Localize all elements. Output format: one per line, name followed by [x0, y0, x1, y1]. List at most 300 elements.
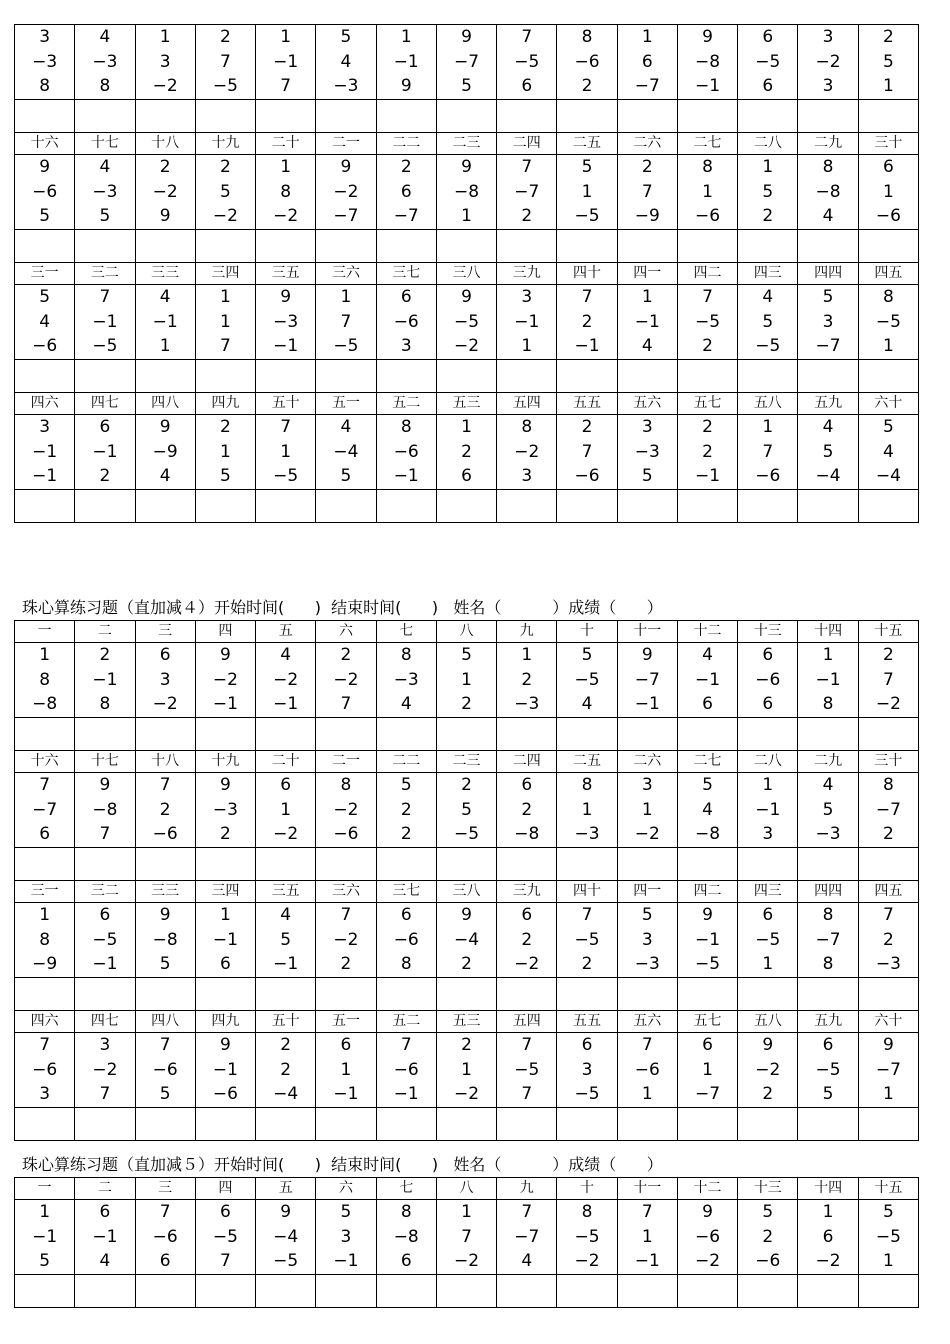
operand: 7 — [220, 336, 231, 357]
operand: 1 — [641, 1084, 653, 1105]
operand: 1 — [521, 336, 533, 357]
answer-cell[interactable] — [617, 1275, 677, 1308]
answer-cell[interactable] — [376, 718, 436, 751]
answer-cell[interactable] — [798, 100, 858, 133]
problem-cell — [677, 285, 737, 360]
operand: −2 — [152, 181, 178, 202]
answer-cell[interactable] — [436, 978, 496, 1011]
answer-cell[interactable] — [436, 230, 496, 263]
answer-cell[interactable] — [15, 1275, 75, 1308]
answer-cell[interactable] — [316, 230, 376, 263]
answer-cell[interactable] — [436, 100, 496, 133]
operand: −8 — [815, 181, 841, 202]
operand: 1 — [461, 1059, 472, 1080]
operand: 2 — [581, 76, 593, 97]
operand: −9 — [32, 954, 58, 975]
operand: −3 — [333, 76, 359, 97]
problem-number: 十八 — [135, 133, 195, 155]
answer-cell[interactable] — [497, 718, 557, 751]
answer-cell[interactable] — [557, 718, 617, 751]
answer-cell[interactable] — [798, 490, 858, 523]
problem-cell — [738, 415, 798, 490]
operand: 7 — [39, 775, 51, 796]
answer-cell[interactable] — [798, 230, 858, 263]
operand: 1 — [641, 1226, 653, 1247]
operand: 7 — [159, 775, 171, 796]
operand: 4 — [702, 645, 713, 666]
operand: 3 — [39, 1084, 51, 1105]
answer-cell[interactable] — [195, 848, 255, 881]
problem-cell — [15, 903, 75, 978]
answer-cell[interactable] — [15, 230, 75, 263]
problem-cell — [677, 155, 737, 230]
operand: 2 — [280, 1059, 292, 1080]
answer-cell[interactable] — [858, 360, 918, 393]
answer-cell[interactable] — [738, 490, 798, 523]
answer-cell[interactable] — [858, 718, 918, 751]
operand: 2 — [220, 824, 231, 845]
answer-cell[interactable] — [738, 978, 798, 1011]
operand: −6 — [574, 51, 600, 72]
answer-cell[interactable] — [798, 718, 858, 751]
answer-cell[interactable] — [75, 978, 135, 1011]
answer-cell[interactable] — [436, 718, 496, 751]
answer-cell[interactable] — [316, 848, 376, 881]
problem-number: 五二 — [376, 393, 436, 415]
answer-cell[interactable] — [497, 230, 557, 263]
operand: 9 — [280, 1202, 292, 1223]
problem-cell — [617, 643, 677, 718]
problem-number: 五 — [256, 621, 316, 643]
answer-cell[interactable] — [436, 1275, 496, 1308]
operand: 7 — [99, 824, 111, 845]
problem-number: 六 — [316, 1178, 376, 1200]
answer-cell[interactable] — [15, 978, 75, 1011]
problem-number: 十四 — [798, 1178, 858, 1200]
answer-cell[interactable] — [497, 848, 557, 881]
answer-cell[interactable] — [316, 100, 376, 133]
answer-cell[interactable] — [376, 1275, 436, 1308]
answer-cell[interactable] — [677, 848, 737, 881]
answer-cell[interactable] — [75, 848, 135, 881]
answer-cell[interactable] — [256, 1108, 316, 1141]
operand: −5 — [574, 206, 600, 227]
answer-cell[interactable] — [557, 1108, 617, 1141]
operand: 2 — [400, 799, 412, 820]
problem-cell — [436, 903, 496, 978]
answer-cell[interactable] — [135, 360, 195, 393]
answer-cell[interactable] — [316, 360, 376, 393]
answer-cell[interactable] — [617, 230, 677, 263]
operand: 7 — [280, 417, 292, 438]
answer-cell[interactable] — [557, 848, 617, 881]
operand: 4 — [762, 287, 774, 308]
operand: 2 — [159, 799, 171, 820]
problem-number: 四 — [195, 1178, 255, 1200]
answer-cell[interactable] — [617, 360, 677, 393]
operand: 9 — [340, 157, 352, 178]
operand: −5 — [212, 76, 238, 97]
problem-row — [15, 643, 919, 718]
operand: 1 — [159, 27, 171, 48]
operand: 8 — [400, 645, 412, 666]
operand: −5 — [453, 824, 480, 845]
operand: 1 — [461, 417, 472, 438]
answer-cell[interactable] — [376, 490, 436, 523]
operand: 6 — [702, 694, 713, 715]
answer-cell[interactable] — [738, 100, 798, 133]
operand: 6 — [159, 1251, 171, 1272]
answer-cell[interactable] — [858, 1275, 918, 1308]
answer-cell[interactable] — [557, 230, 617, 263]
operand: 8 — [822, 157, 834, 178]
operand: 1 — [39, 905, 51, 926]
answer-cell[interactable] — [15, 848, 75, 881]
answer-cell[interactable] — [195, 360, 255, 393]
problem-cell — [195, 415, 255, 490]
answer-cell[interactable] — [256, 490, 316, 523]
answer-cell[interactable] — [256, 100, 316, 133]
problem-cell — [617, 773, 677, 848]
answer-cell[interactable] — [135, 100, 195, 133]
problem-cell — [858, 773, 918, 848]
operand: −1 — [92, 441, 118, 462]
answer-cell[interactable] — [497, 1275, 557, 1308]
problem-cell — [15, 25, 75, 100]
answer-cell[interactable] — [316, 718, 376, 751]
answer-cell[interactable] — [858, 490, 918, 523]
operand: 6 — [762, 76, 774, 97]
answer-cell[interactable] — [858, 100, 918, 133]
operand: 6 — [822, 1226, 834, 1247]
answer-cell[interactable] — [497, 1108, 557, 1141]
answer-cell[interactable] — [195, 100, 255, 133]
answer-cell[interactable] — [798, 848, 858, 881]
operand: 8 — [400, 954, 412, 975]
operand: −1 — [32, 441, 58, 462]
problem-cell — [15, 1033, 75, 1108]
answer-cell[interactable] — [798, 1275, 858, 1308]
problem-number: 三四 — [195, 263, 255, 285]
operand: 9 — [461, 287, 472, 308]
problem-cell — [135, 773, 195, 848]
problem-cell — [75, 643, 135, 718]
answer-cell[interactable] — [617, 848, 677, 881]
answer-cell[interactable] — [617, 978, 677, 1011]
problem-cell — [135, 415, 195, 490]
problem-cell — [557, 773, 617, 848]
answer-cell[interactable] — [738, 1108, 798, 1141]
answer-cell[interactable] — [436, 490, 496, 523]
answer-cell[interactable] — [195, 1275, 255, 1308]
problem-row — [15, 903, 919, 978]
problem-cell — [738, 903, 798, 978]
answer-cell[interactable] — [677, 100, 737, 133]
answer-cell[interactable] — [738, 1275, 798, 1308]
answer-cell[interactable] — [256, 360, 316, 393]
answer-cell[interactable] — [497, 978, 557, 1011]
operand: 7 — [521, 27, 533, 48]
problem-cell — [436, 773, 496, 848]
operand: 1 — [822, 645, 834, 666]
answer-cell[interactable] — [617, 1108, 677, 1141]
operand: 8 — [702, 157, 713, 178]
operand: 8 — [581, 775, 593, 796]
answer-cell[interactable] — [436, 360, 496, 393]
answer-cell[interactable] — [256, 230, 316, 263]
operand: 3 — [822, 27, 834, 48]
problem-cell — [195, 903, 255, 978]
answer-cell[interactable] — [195, 978, 255, 1011]
problem-number: 十七 — [75, 751, 135, 773]
operand: −8 — [32, 694, 58, 715]
answer-cell[interactable] — [677, 978, 737, 1011]
operand: −2 — [514, 954, 540, 975]
problem-cell — [256, 1033, 316, 1108]
operand: 5 — [882, 51, 894, 72]
operand: 2 — [702, 441, 713, 462]
operand: 5 — [641, 905, 653, 926]
problem-number: 十六 — [15, 133, 75, 155]
operand: 9 — [159, 417, 171, 438]
operand: 1 — [220, 905, 231, 926]
operand: 5 — [340, 466, 352, 487]
answer-cell[interactable] — [376, 230, 436, 263]
answer-cell[interactable] — [135, 1108, 195, 1141]
answer-cell[interactable] — [135, 490, 195, 523]
answer-cell[interactable] — [376, 978, 436, 1011]
answer-cell[interactable] — [256, 848, 316, 881]
answer-cell[interactable] — [195, 490, 255, 523]
problem-number: 十五 — [858, 621, 918, 643]
answer-cell[interactable] — [75, 230, 135, 263]
problem-cell — [436, 643, 496, 718]
operand: −6 — [634, 1059, 660, 1080]
answer-cell[interactable] — [798, 978, 858, 1011]
answer-cell[interactable] — [75, 1108, 135, 1141]
answer-cell[interactable] — [557, 360, 617, 393]
answer-cell[interactable] — [256, 978, 316, 1011]
answer-cell[interactable] — [376, 1108, 436, 1141]
answer-cell[interactable] — [135, 978, 195, 1011]
operand: −1 — [32, 466, 58, 487]
operand: 7 — [521, 1202, 533, 1223]
answer-cell[interactable] — [798, 1108, 858, 1141]
answer-cell[interactable] — [376, 360, 436, 393]
answer-cell[interactable] — [15, 1108, 75, 1141]
answer-cell[interactable] — [316, 1108, 376, 1141]
problem-number: 二六 — [617, 751, 677, 773]
answer-cell[interactable] — [75, 1275, 135, 1308]
operand: 7 — [882, 669, 894, 690]
operand: 9 — [461, 27, 472, 48]
operand: 2 — [400, 157, 412, 178]
operand: −7 — [875, 799, 901, 820]
operand: 2 — [340, 645, 352, 666]
answer-cell[interactable] — [497, 360, 557, 393]
answer-row — [15, 1275, 919, 1308]
answer-cell[interactable] — [677, 360, 737, 393]
problem-number: 十四 — [798, 621, 858, 643]
answer-cell[interactable] — [497, 100, 557, 133]
operand: 7 — [521, 157, 533, 178]
answer-cell[interactable] — [256, 1275, 316, 1308]
operand: −5 — [755, 51, 781, 72]
operand: −5 — [92, 336, 118, 357]
answer-cell[interactable] — [557, 490, 617, 523]
answer-cell[interactable] — [557, 100, 617, 133]
answer-cell[interactable] — [15, 490, 75, 523]
answer-cell[interactable] — [376, 100, 436, 133]
answer-cell[interactable] — [75, 490, 135, 523]
answer-cell[interactable] — [497, 490, 557, 523]
problem-number: 五八 — [738, 1011, 798, 1033]
answer-cell[interactable] — [195, 718, 255, 751]
answer-cell[interactable] — [858, 1108, 918, 1141]
answer-cell[interactable] — [858, 848, 918, 881]
problem-number: 五七 — [677, 393, 737, 415]
problem-number: 三 — [135, 621, 195, 643]
problem-cell — [75, 773, 135, 848]
operand: 6 — [99, 417, 111, 438]
header-row — [15, 393, 919, 415]
answer-cell[interactable] — [75, 718, 135, 751]
answer-cell[interactable] — [738, 848, 798, 881]
answer-cell[interactable] — [15, 100, 75, 133]
operand: 6 — [461, 466, 472, 487]
operand: 5 — [39, 287, 51, 308]
operand: 1 — [882, 336, 894, 357]
operand: 5 — [220, 181, 231, 202]
problem-number: 二十 — [256, 751, 316, 773]
problem-number: 四七 — [75, 393, 135, 415]
answer-cell[interactable] — [617, 718, 677, 751]
operand: −2 — [333, 181, 359, 202]
answer-cell[interactable] — [677, 230, 737, 263]
operand: 1 — [159, 336, 171, 357]
answer-cell[interactable] — [677, 490, 737, 523]
problem-number: 四六 — [15, 393, 75, 415]
problem-cell — [75, 1200, 135, 1275]
answer-cell[interactable] — [316, 978, 376, 1011]
answer-cell[interactable] — [617, 490, 677, 523]
operand: 5 — [822, 441, 834, 462]
problem-cell — [557, 643, 617, 718]
answer-cell[interactable] — [135, 1275, 195, 1308]
problem-cell — [316, 643, 376, 718]
operand: 2 — [340, 954, 352, 975]
operand: −1 — [212, 1059, 238, 1080]
problem-number: 三二 — [75, 881, 135, 903]
answer-cell[interactable] — [135, 848, 195, 881]
answer-cell[interactable] — [677, 718, 737, 751]
operand: −8 — [695, 824, 721, 845]
operand: 3 — [340, 1226, 352, 1247]
problem-cell — [75, 415, 135, 490]
operand: 5 — [581, 645, 593, 666]
answer-cell[interactable] — [858, 978, 918, 1011]
answer-cell[interactable] — [316, 1275, 376, 1308]
operand: −1 — [273, 954, 299, 975]
problem-number: 四九 — [195, 1011, 255, 1033]
answer-cell[interactable] — [15, 718, 75, 751]
answer-cell[interactable] — [557, 978, 617, 1011]
operand: −3 — [574, 824, 600, 845]
answer-cell[interactable] — [557, 1275, 617, 1308]
problem-cell — [497, 415, 557, 490]
answer-cell[interactable] — [195, 1108, 255, 1141]
operand: 3 — [762, 824, 774, 845]
problem-number: 五 — [256, 1178, 316, 1200]
answer-cell[interactable] — [738, 718, 798, 751]
operand: −6 — [152, 824, 178, 845]
answer-cell[interactable] — [436, 1108, 496, 1141]
operand: 3 — [822, 76, 834, 97]
operand: 7 — [220, 1251, 231, 1272]
answer-cell[interactable] — [75, 100, 135, 133]
problem-cell — [75, 903, 135, 978]
problem-row — [15, 415, 919, 490]
problem-table — [14, 1177, 919, 1308]
problem-number: 二十 — [256, 133, 316, 155]
answer-cell[interactable] — [858, 230, 918, 263]
answer-cell[interactable] — [135, 718, 195, 751]
answer-cell[interactable] — [135, 230, 195, 263]
operand: 1 — [220, 441, 231, 462]
problem-cell — [557, 1033, 617, 1108]
operand: 1 — [521, 645, 533, 666]
problem-cell — [376, 415, 436, 490]
problem-cell — [376, 25, 436, 100]
operand: −4 — [453, 929, 480, 950]
operand: −5 — [273, 466, 299, 487]
answer-cell[interactable] — [316, 490, 376, 523]
problem-number: 五五 — [557, 393, 617, 415]
operand: 4 — [822, 417, 834, 438]
problem-number: 一 — [15, 1178, 75, 1200]
operand: −9 — [152, 441, 178, 462]
problem-number: 三三 — [135, 881, 195, 903]
operand: −3 — [273, 311, 299, 332]
answer-cell[interactable] — [677, 1108, 737, 1141]
header-row — [15, 1011, 919, 1033]
answer-cell[interactable] — [256, 718, 316, 751]
answer-cell[interactable] — [677, 1275, 737, 1308]
operand: 4 — [822, 206, 834, 227]
operand: 5 — [461, 76, 472, 97]
problem-cell — [497, 903, 557, 978]
operand: 2 — [581, 311, 593, 332]
answer-cell[interactable] — [75, 360, 135, 393]
operand: 1 — [461, 669, 472, 690]
answer-cell[interactable] — [15, 360, 75, 393]
answer-cell[interactable] — [436, 848, 496, 881]
answer-cell[interactable] — [798, 360, 858, 393]
answer-cell[interactable] — [738, 360, 798, 393]
answer-cell[interactable] — [195, 230, 255, 263]
answer-cell[interactable] — [738, 230, 798, 263]
problem-cell — [798, 1200, 858, 1275]
problem-row — [15, 25, 919, 100]
answer-cell[interactable] — [376, 848, 436, 881]
problem-cell — [617, 415, 677, 490]
answer-cell[interactable] — [617, 100, 677, 133]
operand: −2 — [273, 824, 299, 845]
problem-cell — [738, 155, 798, 230]
problem-number: 三七 — [376, 263, 436, 285]
operand: 3 — [39, 417, 51, 438]
operand: −5 — [574, 669, 600, 690]
